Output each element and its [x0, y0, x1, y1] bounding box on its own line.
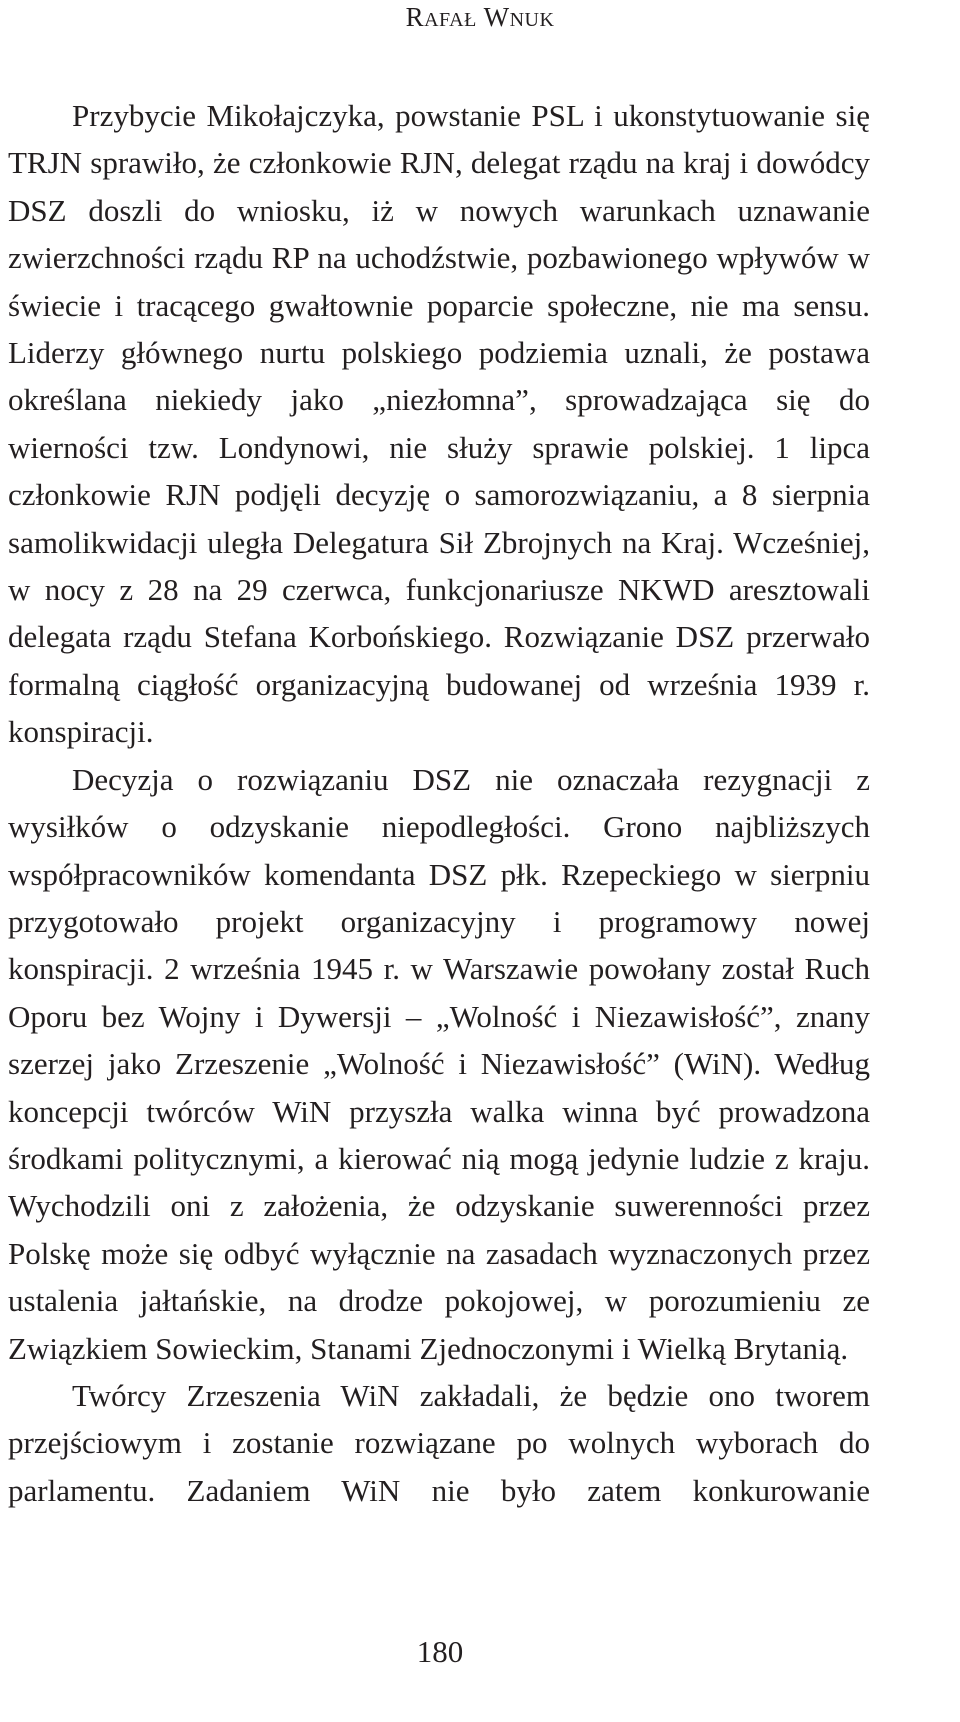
author-last-rest: NUK [509, 9, 555, 31]
author-last-initial: W [483, 2, 510, 32]
paragraph: Decyzja o rozwiązaniu DSZ nie oznaczała rezygnacji z wysiłków o odzyskanie niepodległości. Grono najbliższych współpracowników komendanta DSZ płk. Rzepeckiego w sierpniu przygotowało projekt organizacyjny i programowy nowej konspiracji. 2 września 1945 r. w Warszawie powołany został Ruch Oporu bez Wojny i Dywersji – „Wolność i Niezawisłość”, znany szerzej jako Zrzeszenie „Wolność i Niezawisłość” (WiN). Według koncepcji twórców WiN przyszła walka winna być prowadzona środkami politycznymi, a kierować nią mogą jedynie ludzie z kraju. Wychodzili oni z założenia, że odzyskanie suwerenności przez Polskę może się odbyć wyłącznie na zasadach wyznaczonych przez ustalenia jałtańskie, na drodze pokojowej, w porozumieniu ze Związkiem Sowieckim, Stanami Zjednoczonymi i Wielką Brytanią. [8, 761, 870, 1366]
page-number: 180 [416, 1634, 464, 1669]
paragraph: Twórcy Zrzeszenia WiN zakładali, że będzie ono tworem przejściowym i zostanie rozwiązane po wolnych wyborach do parlamentu. Zadaniem WiN nie było zatem konkurowanie [8, 1377, 870, 1508]
paragraph: Przybycie Mikołajczyka, powstanie PSL i ukonstytuowanie się TRJN sprawiło, że członkowie RJN, delegat rządu na kraj i dowódcy DSZ doszli do wniosku, iż w nowych warunkach uznawanie zwierzchności rządu RP na uchodźstwie, pozbawionego wpływów w świecie i tracącego gwałtownie poparcie społeczne, nie ma sensu. Liderzy głównego nurtu polskiego podziemia uznali, że postawa określana niekiedy jako „niezłomna”, sprowadzająca się do wierności tzw. Londynowi, nie służy sprawie polskiej. 1 lipca członkowie RJN podjęli decyzję o samorozwiązaniu, a 8 sierpnia samolikwidacji uległa Delegatura Sił Zbrojnych na Kraj. Wcześniej, w nocy z 28 na 29 czerwca, funkcjonariusze NKWD aresztowali delegata rządu Stefana Korbońskiego. Rozwiązanie DSZ przerwało formalną ciągłość organizacyjną budowanej od września 1939 r. konspiracji. [8, 98, 870, 750]
running-head [0, 2, 960, 35]
body-text [8, 92, 870, 1514]
author-first-rest: AFAŁ [424, 9, 477, 31]
author-first-initial: R [405, 2, 425, 32]
